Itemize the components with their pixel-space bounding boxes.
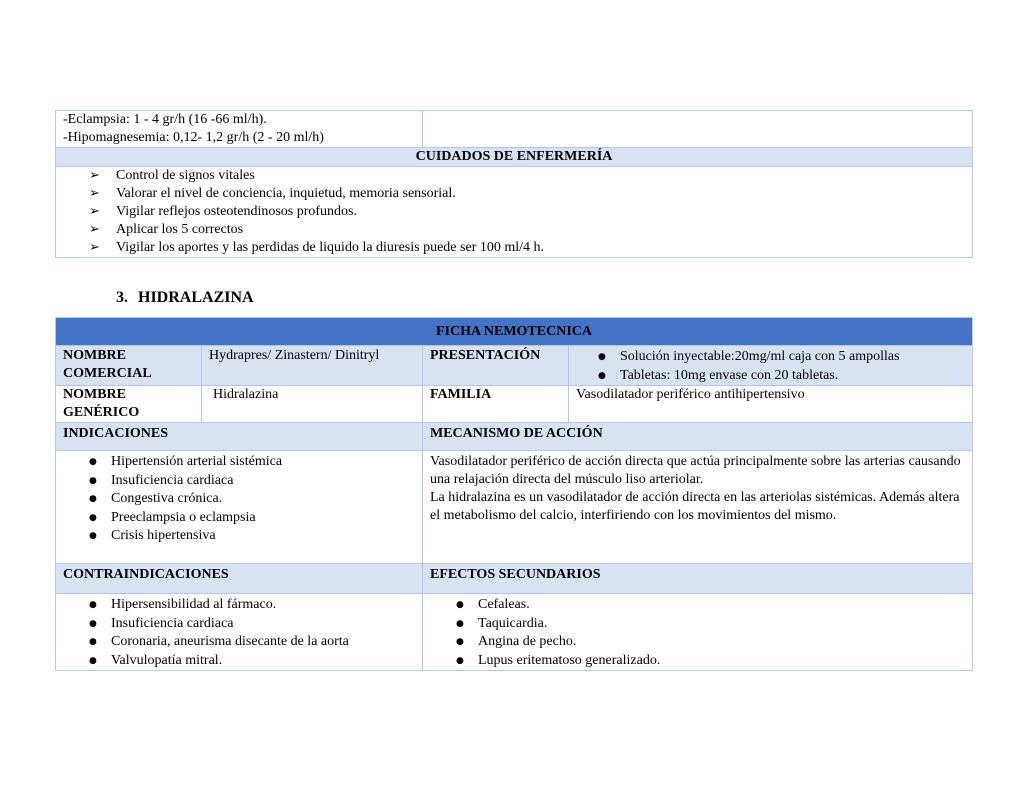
bullet-icon: ● [456,655,464,666]
bullet-icon: ● [89,618,97,629]
list-item: ● Insuficiencia cardiaca [89,615,415,634]
empty-cell [423,111,973,148]
contraindicaciones-cell [56,594,423,671]
list-item: ● Lupus eritematoso generalizado. [456,652,965,671]
list-item: ● Hipersensibilidad al fármaco. [89,596,415,615]
dose-line: -Hipomagnesemia: 0,12- 1,2 gr/h (2 - 20 ml/h) [63,130,324,145]
bullet-icon: ● [456,600,464,610]
list-item: ● Cefaleas. [456,596,965,615]
magnesium-sulfate-table [55,110,973,258]
arrow-bullet-icon: ➢ [89,186,100,201]
mecanismo-paragraph: Vasodilatador periférico de acción directa que actúa principalmente sobre las arterias causando una relajación directa del músculo liso arteriolar. [430,454,961,487]
care-list-cell [56,167,973,258]
list-item: ➢ Valorar el nivel de conciencia, inquietud, memoria sensorial. [89,186,456,201]
list-item: ● Tabletas: 10mg envase con 20 tabletas. [598,367,965,386]
mecanismo-cell [423,451,973,564]
bullet-icon: ● [89,600,97,610]
list-item: ● Valvulopatía mitral. [89,652,415,671]
contraindicaciones-list [63,596,415,670]
list-item: ➢ Vigilar los aportes y las perdidas de liquido la diuresis puede ser 100 ml/4 h. [89,240,545,255]
presentacion-cell [569,346,973,386]
bullet-icon: ● [89,655,97,666]
familia-value: Vasodilatador periférico antihipertensivo [569,386,973,423]
arrow-bullet-icon: ➢ [89,222,100,237]
list-item: ➢ Aplicar los 5 correctos [89,222,244,237]
nombre-generico-label: NOMBRE GENÉRICO [56,386,202,423]
bullet-icon: ● [89,475,97,486]
ficha-header: FICHA NEMOTECNICA [56,318,973,346]
bullet-icon: ● [89,494,97,504]
contraindicaciones-label: CONTRAINDICACIONES [56,564,423,594]
list-item: ➢ Control de signos vitales [89,168,255,183]
nombre-generico-value: Hidralazina [202,386,423,423]
indicaciones-list [63,453,415,546]
list-item: ● Hipertensión arterial sistémica [89,453,415,472]
efectos-cell [423,594,973,671]
bullet-icon: ● [598,370,606,381]
arrow-bullet-icon: ➢ [89,168,100,183]
care-list [63,167,965,257]
nombre-comercial-label: NOMBRE COMERCIAL [56,346,202,386]
list-item: ● Taquicardia. [456,615,965,634]
familia-label: FAMILIA [423,386,569,423]
presentacion-label: PRESENTACIÓN [423,346,569,386]
section-number: 3. [116,289,128,306]
list-item: ● Coronaria, aneurisma disecante de la aorta [89,633,415,652]
presentacion-list [576,348,965,385]
care-header: CUIDADOS DE ENFERMERÍA [56,148,973,167]
list-item: ➢ Vigilar reflejos osteotendinosos profundos. [89,204,358,219]
section-heading [116,288,254,308]
bullet-icon: ● [89,637,97,647]
list-item: ● Insuficiencia cardiaca [89,472,415,491]
indicaciones-cell [56,451,423,564]
arrow-bullet-icon: ➢ [89,204,100,219]
nombre-comercial-value: Hydrapres/ Zinastern/ Dinitryl [202,346,423,386]
mecanismo-paragraph: La hidralazina es un vasodilatador de acción directa en las arteriolas sistémicas. Además altera el metabolismo del calcio, interfiriendo con los movimientos del mismo. [430,490,960,523]
bullet-icon: ● [456,637,464,647]
efectos-list [430,596,965,670]
list-item: ● Preeclampsia o eclampsia [89,509,415,528]
list-item: ● Crisis hipertensiva [89,527,415,546]
mecanismo-label: MECANISMO DE ACCIÓN [423,423,973,451]
list-item: ● Angina de pecho. [456,633,965,652]
ficha-table [55,317,973,671]
dose-cell [56,111,423,148]
efectos-label: EFECTOS SECUNDARIOS [423,564,973,594]
list-item: ● Solución inyectable:20mg/ml caja con 5 ampollas [598,348,965,367]
bullet-icon: ● [89,512,97,523]
bullet-icon: ● [598,352,606,362]
arrow-bullet-icon: ➢ [89,240,100,255]
bullet-icon: ● [89,531,97,541]
dose-line: -Eclampsia: 1 - 4 gr/h (16 -66 ml/h). [63,112,267,127]
indicaciones-label: INDICACIONES [56,423,423,451]
bullet-icon: ● [456,618,464,629]
list-item: ● Congestiva crónica. [89,490,415,509]
dose-row [56,111,973,148]
section-title: HIDRALAZINA [138,289,254,306]
bullet-icon: ● [89,457,97,467]
